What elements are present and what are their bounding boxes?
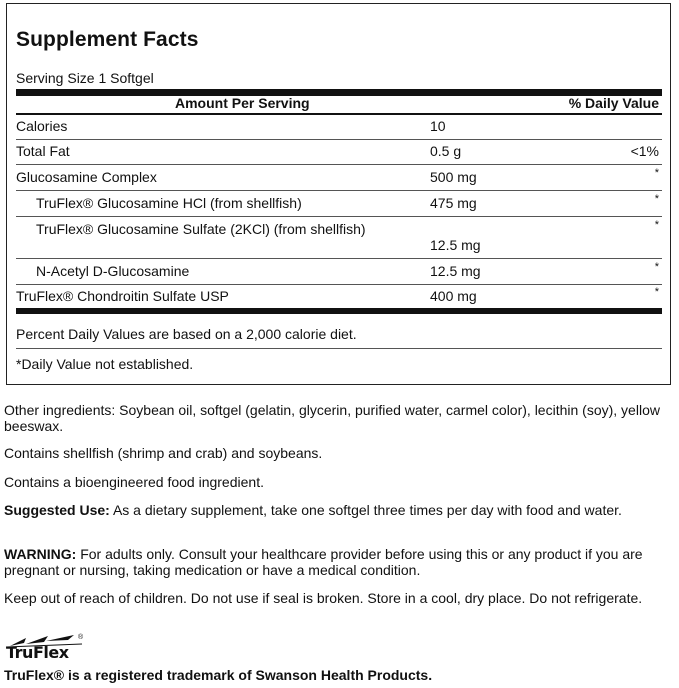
other-ingredients: Other ingredients: Soybean oil, softgel (gelatin, glycerin, purified water, carmel color), lecithin (soy), yellow beeswax. — [4, 402, 660, 434]
row-divider — [16, 258, 662, 259]
warning-text: For adults only. Consult your healthcare provider before using this or any product if you are pregnant or nursing, taking medication or have a medical condition. — [4, 546, 643, 578]
daily-value-footnote: Percent Daily Values are based on a 2,000 calorie diet. — [16, 326, 357, 342]
nutrient-amount: 12.5 mg — [430, 237, 481, 253]
row-divider — [16, 139, 662, 140]
nutrient-amount: 0.5 g — [430, 143, 462, 159]
footnote-divider — [16, 348, 662, 349]
header-divider — [16, 89, 662, 96]
nutrient-name: Glucosamine Complex — [16, 169, 157, 185]
panel-title: Supplement Facts — [16, 28, 199, 51]
nutrient-dv: * — [654, 219, 659, 231]
nutrient-dv: * — [654, 167, 659, 179]
row-divider — [16, 284, 662, 285]
header-daily-value: % Daily Value — [568, 95, 659, 111]
header-underline — [16, 113, 662, 115]
nutrient-name: TruFlex® Chondroitin Sulfate USP — [16, 288, 229, 304]
nutrient-dv: * — [654, 261, 659, 273]
nutrient-amount: 400 mg — [430, 288, 477, 304]
header-amount-per-serving: Amount Per Serving — [175, 95, 310, 111]
supplement-facts-panel — [6, 3, 671, 385]
truflex-logo — [4, 634, 84, 664]
nutrient-dv: * — [654, 286, 659, 298]
nutrient-amount: 12.5 mg — [430, 263, 481, 279]
storage-instructions: Keep out of reach of children. Do not use if seal is broken. Store in a cool, dry place. Do not refrigerate. — [4, 590, 643, 606]
row-divider — [16, 164, 662, 165]
row-divider — [16, 216, 662, 217]
nutrient-amount: 500 mg — [430, 169, 477, 185]
suggested-use-label: Suggested Use: — [4, 502, 110, 518]
nutrient-dv: * — [654, 193, 659, 205]
nutrient-name: N-Acetyl D-Glucosamine — [36, 263, 190, 279]
logo-wordmark: TruFlex — [6, 643, 69, 662]
bioengineered-statement: Contains a bioengineered food ingredient. — [4, 474, 264, 490]
allergen-statement: Contains shellfish (shrimp and crab) and soybeans. — [4, 445, 323, 461]
nutrient-name: TruFlex® Glucosamine HCl (from shellfish) — [36, 195, 302, 211]
logo-registered-mark: ® — [78, 634, 84, 641]
nutrient-name: Calories — [16, 118, 68, 134]
row-divider — [16, 190, 662, 191]
nutrient-dv: <1% — [630, 143, 659, 159]
nutrient-amount: 10 — [430, 118, 446, 134]
footer-divider — [16, 308, 662, 314]
nutrient-name: Total Fat — [16, 143, 70, 159]
trademark-notice: TruFlex® is a registered trademark of Swanson Health Products. — [4, 667, 433, 683]
suggested-use — [4, 502, 672, 518]
warning — [4, 546, 672, 578]
warning-label: WARNING: — [4, 546, 77, 562]
nutrient-name: TruFlex® Glucosamine Sulfate (2KCl) (from shellfish) — [36, 221, 366, 237]
serving-size: Serving Size 1 Softgel — [16, 70, 154, 86]
not-established-footnote: *Daily Value not established. — [16, 356, 194, 372]
suggested-use-text: As a dietary supplement, take one softgel three times per day with food and water. — [112, 502, 622, 518]
nutrient-amount: 475 mg — [430, 195, 477, 211]
